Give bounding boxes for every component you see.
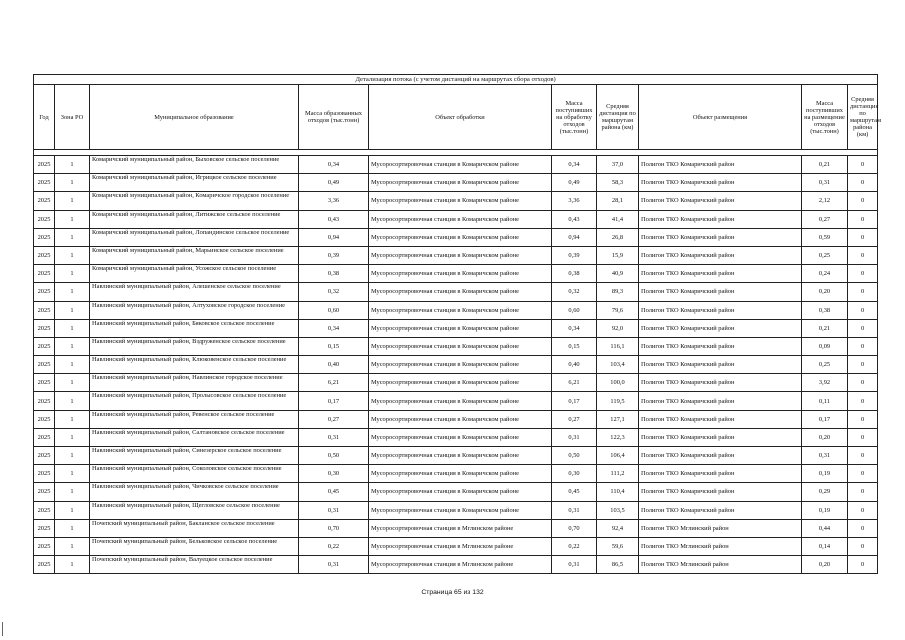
cell-mass-generated: 0,27 [299, 410, 369, 428]
cell-mass-to-placement: 0,11 [802, 392, 848, 410]
cell-year: 2025 [34, 374, 55, 392]
cell-municipality: Навлинский муниципальный район, Алтуховское городское поселение [90, 301, 299, 319]
cell-mass-generated: 0,30 [299, 465, 369, 483]
cell-placement-object: Полигон ТКО Комаричский район [639, 319, 802, 337]
cell-distance-placement: 0 [848, 519, 878, 537]
cell-placement-object: Полигон ТКО Мглинский район [639, 519, 802, 537]
cell-mass-to-placement: 0,38 [802, 301, 848, 319]
cell-mass-generated: 0,50 [299, 447, 369, 465]
cell-distance-processing: 116,1 [597, 337, 639, 355]
table-row [34, 447, 878, 465]
cell-mass-generated: 0,43 [299, 210, 369, 228]
cell-mass-generated: 3,36 [299, 192, 369, 210]
cell-distance-processing: 86,5 [597, 556, 639, 574]
table-row [34, 465, 878, 483]
table-row [34, 210, 878, 228]
cell-mass-generated: 0,34 [299, 319, 369, 337]
cell-distance-processing: 92,0 [597, 319, 639, 337]
table-row [34, 283, 878, 301]
cell-mass-generated: 0,22 [299, 537, 369, 555]
cell-processing-object: Мусоросортировочная станция в Мглинском районе [369, 537, 552, 555]
cell-mass-generated: 0,94 [299, 228, 369, 246]
cell-mass-to-processing: 0,30 [552, 465, 597, 483]
cell-municipality: Комаричский муниципальный район, Комаричское городское поселение [90, 192, 299, 210]
cell-zone: 1 [55, 210, 90, 228]
cell-placement-object: Полигон ТКО Комаричский район [639, 156, 802, 174]
cell-distance-placement: 0 [848, 283, 878, 301]
cell-distance-processing: 103,4 [597, 356, 639, 374]
cell-distance-placement: 0 [848, 428, 878, 446]
cell-distance-processing: 89,3 [597, 283, 639, 301]
table-row [34, 301, 878, 319]
header-zone: Зона РО [55, 85, 90, 150]
cell-mass-generated: 0,45 [299, 483, 369, 501]
header-processing-object: Объект обработки [369, 85, 552, 150]
cell-municipality: Комаричский муниципальный район, Литижское сельское поселение [90, 210, 299, 228]
cell-mass-to-placement: 0,21 [802, 156, 848, 174]
table-row [34, 374, 878, 392]
cell-zone: 1 [55, 174, 90, 192]
cell-mass-to-processing: 0,22 [552, 537, 597, 555]
table-row [34, 410, 878, 428]
cell-municipality: Навлинский муниципальный район, Клюковенское сельское поселение [90, 356, 299, 374]
cell-processing-object: Мусоросортировочная станция в Комаричском районе [369, 447, 552, 465]
cell-mass-to-placement: 0,24 [802, 265, 848, 283]
cell-distance-placement: 0 [848, 447, 878, 465]
cell-year: 2025 [34, 410, 55, 428]
cell-mass-to-processing: 0,27 [552, 410, 597, 428]
cell-processing-object: Мусоросортировочная станция в Комаричском районе [369, 192, 552, 210]
cell-mass-to-placement: 2,12 [802, 192, 848, 210]
cell-placement-object: Полигон ТКО Комаричский район [639, 246, 802, 264]
cell-processing-object: Мусоросортировочная станция в Комаричском районе [369, 174, 552, 192]
cell-placement-object: Полигон ТКО Комаричский район [639, 465, 802, 483]
cell-mass-generated: 0,15 [299, 337, 369, 355]
cell-municipality: Навлинский муниципальный район, Ревенское сельское поселение [90, 410, 299, 428]
cell-zone: 1 [55, 301, 90, 319]
cell-processing-object: Мусоросортировочная станция в Комаричском районе [369, 246, 552, 264]
cell-mass-to-processing: 0,60 [552, 301, 597, 319]
cell-year: 2025 [34, 192, 55, 210]
cell-mass-to-processing: 0,45 [552, 483, 597, 501]
cell-placement-object: Полигон ТКО Мглинский район [639, 556, 802, 574]
cell-mass-to-placement: 0,20 [802, 428, 848, 446]
cell-distance-processing: 15,9 [597, 246, 639, 264]
header-mass-to-placement: Масса поступивших на размещение отходов (тыс.тонн) [802, 85, 848, 150]
cell-mass-generated: 0,60 [299, 301, 369, 319]
cell-zone: 1 [55, 192, 90, 210]
cell-placement-object: Полигон ТКО Комаричский район [639, 447, 802, 465]
page-number: Страница 65 из 132 [421, 589, 484, 596]
cell-municipality: Навлинский муниципальный район, Пролысовское сельское поселение [90, 392, 299, 410]
cell-year: 2025 [34, 483, 55, 501]
cell-zone: 1 [55, 337, 90, 355]
cell-mass-to-placement: 0,20 [802, 556, 848, 574]
cell-zone: 1 [55, 501, 90, 519]
cell-distance-placement: 0 [848, 301, 878, 319]
table-row [34, 483, 878, 501]
cell-mass-to-processing: 0,15 [552, 337, 597, 355]
cell-mass-to-processing: 0,40 [552, 356, 597, 374]
cell-zone: 1 [55, 265, 90, 283]
cell-processing-object: Мусоросортировочная станция в Комаричском районе [369, 228, 552, 246]
cell-zone: 1 [55, 156, 90, 174]
cell-processing-object: Мусоросортировочная станция в Комаричском районе [369, 483, 552, 501]
cell-year: 2025 [34, 319, 55, 337]
table-row [34, 319, 878, 337]
header-mass-to-processing: Масса поступивших на обработку отходов (тыс.тонн) [552, 85, 597, 150]
cell-mass-generated: 0,34 [299, 156, 369, 174]
cell-distance-placement: 0 [848, 556, 878, 574]
cell-placement-object: Полигон ТКО Комаричский район [639, 192, 802, 210]
cell-zone: 1 [55, 228, 90, 246]
cell-zone: 1 [55, 410, 90, 428]
cell-distance-processing: 79,6 [597, 301, 639, 319]
cell-distance-processing: 122,3 [597, 428, 639, 446]
cell-distance-processing: 28,1 [597, 192, 639, 210]
cell-mass-generated: 0,38 [299, 265, 369, 283]
cell-zone: 1 [55, 537, 90, 555]
cell-distance-placement: 0 [848, 392, 878, 410]
table-row [34, 228, 878, 246]
cell-distance-placement: 0 [848, 156, 878, 174]
cell-distance-processing: 127,1 [597, 410, 639, 428]
table-row [34, 174, 878, 192]
cell-municipality: Навлинский муниципальный район, Алешенское сельское поселение [90, 283, 299, 301]
cell-processing-object: Мусоросортировочная станция в Комаричском районе [369, 265, 552, 283]
cell-mass-to-placement: 0,19 [802, 501, 848, 519]
cell-mass-generated: 0,31 [299, 428, 369, 446]
cell-mass-to-placement: 0,29 [802, 483, 848, 501]
cell-distance-placement: 0 [848, 501, 878, 519]
cell-mass-generated: 0,39 [299, 246, 369, 264]
cell-mass-to-placement: 0,25 [802, 246, 848, 264]
cell-distance-placement: 0 [848, 174, 878, 192]
header-year: Год [34, 85, 55, 150]
cell-placement-object: Полигон ТКО Комаричский район [639, 410, 802, 428]
cell-municipality: Навлинский муниципальный район, Бяковское сельское поселение [90, 319, 299, 337]
cell-year: 2025 [34, 210, 55, 228]
cell-year: 2025 [34, 283, 55, 301]
cell-processing-object: Мусоросортировочная станция в Комаричском районе [369, 428, 552, 446]
cell-mass-to-processing: 0,38 [552, 265, 597, 283]
cell-mass-generated: 0,32 [299, 283, 369, 301]
flow-detail-table [33, 74, 882, 574]
cell-mass-to-processing: 0,31 [552, 556, 597, 574]
cell-zone: 1 [55, 428, 90, 446]
cell-mass-to-placement: 0,20 [802, 283, 848, 301]
cell-mass-to-processing: 6,21 [552, 374, 597, 392]
cell-distance-placement: 0 [848, 337, 878, 355]
cell-mass-to-processing: 0,17 [552, 392, 597, 410]
cell-distance-processing: 111,2 [597, 465, 639, 483]
cell-placement-object: Полигон ТКО Комаричский район [639, 210, 802, 228]
cell-mass-to-placement: 0,19 [802, 465, 848, 483]
cell-distance-placement: 0 [848, 228, 878, 246]
cell-distance-processing: 59,6 [597, 537, 639, 555]
cell-zone: 1 [55, 356, 90, 374]
cell-zone: 1 [55, 246, 90, 264]
cell-mass-to-processing: 0,31 [552, 428, 597, 446]
cell-mass-to-processing: 0,34 [552, 156, 597, 174]
cell-processing-object: Мусоросортировочная станция в Комаричском районе [369, 465, 552, 483]
header-mass-generated: Масса образованных отходов (тыс.тонн) [299, 85, 369, 150]
header-municipality: Муниципальное образование [90, 85, 299, 150]
cell-mass-generated: 0,70 [299, 519, 369, 537]
cell-mass-to-processing: 0,43 [552, 210, 597, 228]
cell-mass-to-processing: 0,34 [552, 319, 597, 337]
table-row [34, 556, 878, 574]
cell-placement-object: Полигон ТКО Комаричский район [639, 374, 802, 392]
cell-zone: 1 [55, 392, 90, 410]
cell-placement-object: Полигон ТКО Мглинский район [639, 537, 802, 555]
cell-municipality: Навлинский муниципальный район, Салтановское сельское поселение [90, 428, 299, 446]
cell-municipality: Почепский муниципальный район, Бельковское сельское поселение [90, 537, 299, 555]
cell-year: 2025 [34, 356, 55, 374]
cell-processing-object: Мусоросортировочная станция в Комаричском районе [369, 392, 552, 410]
cell-placement-object: Полигон ТКО Комаричский район [639, 428, 802, 446]
cell-distance-processing: 37,0 [597, 156, 639, 174]
table-row [34, 537, 878, 555]
cell-processing-object: Мусоросортировочная станция в Комаричском районе [369, 410, 552, 428]
cell-municipality: Почепский муниципальный район, Бакланское сельское поселение [90, 519, 299, 537]
cell-mass-to-processing: 0,31 [552, 501, 597, 519]
cell-municipality: Навлинский муниципальный район, Навлинское городское поселение [90, 374, 299, 392]
cell-mass-to-processing: 0,39 [552, 246, 597, 264]
cell-distance-processing: 103,5 [597, 501, 639, 519]
cell-mass-to-placement: 0,21 [802, 319, 848, 337]
cell-processing-object: Мусоросортировочная станция в Комаричском районе [369, 337, 552, 355]
cell-mass-generated: 0,49 [299, 174, 369, 192]
cell-distance-placement: 0 [848, 465, 878, 483]
cell-mass-to-placement: 0,17 [802, 410, 848, 428]
cell-distance-placement: 0 [848, 210, 878, 228]
cell-zone: 1 [55, 556, 90, 574]
cell-distance-placement: 0 [848, 356, 878, 374]
cell-processing-object: Мусоросортировочная станция в Комаричском районе [369, 501, 552, 519]
cell-mass-to-processing: 0,70 [552, 519, 597, 537]
cell-mass-generated: 0,17 [299, 392, 369, 410]
cell-municipality: Навлинский муниципальный район, Соколовское сельское поселение [90, 465, 299, 483]
cell-distance-placement: 0 [848, 410, 878, 428]
cell-mass-to-placement: 0,09 [802, 337, 848, 355]
cell-distance-processing: 41,4 [597, 210, 639, 228]
cell-municipality: Навлинский муниципальный район, Щегловское сельское поселение [90, 501, 299, 519]
cell-distance-processing: 100,0 [597, 374, 639, 392]
cell-mass-generated: 6,21 [299, 374, 369, 392]
cell-placement-object: Полигон ТКО Комаричский район [639, 174, 802, 192]
header-placement-object: Объект размещения [639, 85, 802, 150]
cell-mass-to-processing: 3,36 [552, 192, 597, 210]
cell-zone: 1 [55, 519, 90, 537]
cell-year: 2025 [34, 501, 55, 519]
table-row [34, 192, 878, 210]
cell-municipality: Комаричский муниципальный район, Усожское сельское поселение [90, 265, 299, 283]
cell-mass-to-placement: 0,14 [802, 537, 848, 555]
cell-mass-to-processing: 0,49 [552, 174, 597, 192]
cell-processing-object: Мусоросортировочная станция в Мглинском районе [369, 519, 552, 537]
cell-placement-object: Полигон ТКО Комаричский район [639, 265, 802, 283]
cell-placement-object: Полигон ТКО Комаричский район [639, 337, 802, 355]
cell-year: 2025 [34, 228, 55, 246]
cell-mass-to-placement: 0,27 [802, 210, 848, 228]
cell-distance-placement: 0 [848, 374, 878, 392]
cell-processing-object: Мусоросортировочная станция в Мглинском районе [369, 556, 552, 574]
table-row [34, 265, 878, 283]
cell-year: 2025 [34, 156, 55, 174]
cell-distance-processing: 40,9 [597, 265, 639, 283]
cell-year: 2025 [34, 447, 55, 465]
cell-zone: 1 [55, 283, 90, 301]
cell-distance-placement: 0 [848, 483, 878, 501]
cell-processing-object: Мусоросортировочная станция в Комаричском районе [369, 156, 552, 174]
cell-processing-object: Мусоросортировочная станция в Комаричском районе [369, 283, 552, 301]
table-row [34, 337, 878, 355]
flow-detail-table-container [33, 74, 882, 574]
cell-zone: 1 [55, 319, 90, 337]
cell-processing-object: Мусоросортировочная станция в Комаричском районе [369, 210, 552, 228]
cell-processing-object: Мусоросортировочная станция в Комаричском районе [369, 319, 552, 337]
cell-placement-object: Полигон ТКО Комаричский район [639, 483, 802, 501]
table-row [34, 519, 878, 537]
cell-mass-to-placement: 0,25 [802, 356, 848, 374]
cell-year: 2025 [34, 174, 55, 192]
cell-zone: 1 [55, 374, 90, 392]
scan-edge-mark [2, 622, 3, 636]
cell-year: 2025 [34, 465, 55, 483]
cell-processing-object: Мусоросортировочная станция в Комаричском районе [369, 374, 552, 392]
header-distance-processing: Средняя дистанция по маршрутам района (км) [597, 85, 639, 150]
cell-year: 2025 [34, 337, 55, 355]
cell-mass-to-placement: 3,92 [802, 374, 848, 392]
cell-mass-to-placement: 0,31 [802, 447, 848, 465]
cell-year: 2025 [34, 519, 55, 537]
cell-year: 2025 [34, 246, 55, 264]
header-distance-placement: Средняя дистанция по маршрутам района (км) [848, 85, 878, 150]
cell-year: 2025 [34, 556, 55, 574]
table-row [34, 428, 878, 446]
table-row [34, 501, 878, 519]
table-row [34, 156, 878, 174]
cell-distance-processing: 119,5 [597, 392, 639, 410]
cell-mass-to-processing: 0,50 [552, 447, 597, 465]
cell-processing-object: Мусоросортировочная станция в Комаричском районе [369, 356, 552, 374]
cell-mass-to-placement: 0,31 [802, 174, 848, 192]
table-caption: Детализация потока (с учетом дистанций на маршрутах сбора отходов) [34, 75, 878, 85]
cell-processing-object: Мусоросортировочная станция в Комаричском районе [369, 301, 552, 319]
cell-mass-to-placement: 0,44 [802, 519, 848, 537]
cell-placement-object: Полигон ТКО Комаричский район [639, 501, 802, 519]
cell-year: 2025 [34, 392, 55, 410]
cell-year: 2025 [34, 428, 55, 446]
cell-distance-placement: 0 [848, 192, 878, 210]
cell-distance-processing: 58,3 [597, 174, 639, 192]
cell-municipality: Навлинский муниципальный район, Синезерское сельское поселение [90, 447, 299, 465]
cell-distance-placement: 0 [848, 319, 878, 337]
cell-distance-placement: 0 [848, 537, 878, 555]
cell-distance-processing: 106,4 [597, 447, 639, 465]
cell-mass-generated: 0,40 [299, 356, 369, 374]
table-row [34, 246, 878, 264]
cell-mass-to-placement: 0,59 [802, 228, 848, 246]
cell-placement-object: Полигон ТКО Комаричский район [639, 283, 802, 301]
cell-distance-processing: 92,4 [597, 519, 639, 537]
cell-zone: 1 [55, 483, 90, 501]
cell-distance-placement: 0 [848, 246, 878, 264]
cell-mass-generated: 0,31 [299, 556, 369, 574]
cell-year: 2025 [34, 301, 55, 319]
cell-municipality: Навлинский муниципальный район, Чичковское сельское поселение [90, 483, 299, 501]
cell-municipality: Почепский муниципальный район, Валуецкое сельское поселение [90, 556, 299, 574]
cell-placement-object: Полигон ТКО Комаричский район [639, 356, 802, 374]
cell-distance-placement: 0 [848, 265, 878, 283]
cell-mass-to-processing: 0,94 [552, 228, 597, 246]
table-body [34, 156, 878, 574]
cell-mass-generated: 0,31 [299, 501, 369, 519]
cell-municipality: Комаричский муниципальный район, Игрицкое сельское поселение [90, 174, 299, 192]
cell-mass-to-processing: 0,32 [552, 283, 597, 301]
table-row [34, 392, 878, 410]
cell-zone: 1 [55, 465, 90, 483]
cell-zone: 1 [55, 447, 90, 465]
cell-placement-object: Полигон ТКО Комаричский район [639, 228, 802, 246]
cell-placement-object: Полигон ТКО Комаричский район [639, 392, 802, 410]
cell-municipality: Навлинский муниципальный район, Вздруженское сельское поселение [90, 337, 299, 355]
cell-year: 2025 [34, 265, 55, 283]
cell-municipality: Комаричский муниципальный район, Быховское сельское поселение [90, 156, 299, 174]
cell-municipality: Комаричский муниципальный район, Марьинское сельское поселение [90, 246, 299, 264]
cell-municipality: Комаричский муниципальный район, Лопандинское сельское поселение [90, 228, 299, 246]
table-row [34, 356, 878, 374]
cell-distance-processing: 26,8 [597, 228, 639, 246]
cell-placement-object: Полигон ТКО Комаричский район [639, 301, 802, 319]
cell-distance-processing: 110,4 [597, 483, 639, 501]
cell-year: 2025 [34, 537, 55, 555]
